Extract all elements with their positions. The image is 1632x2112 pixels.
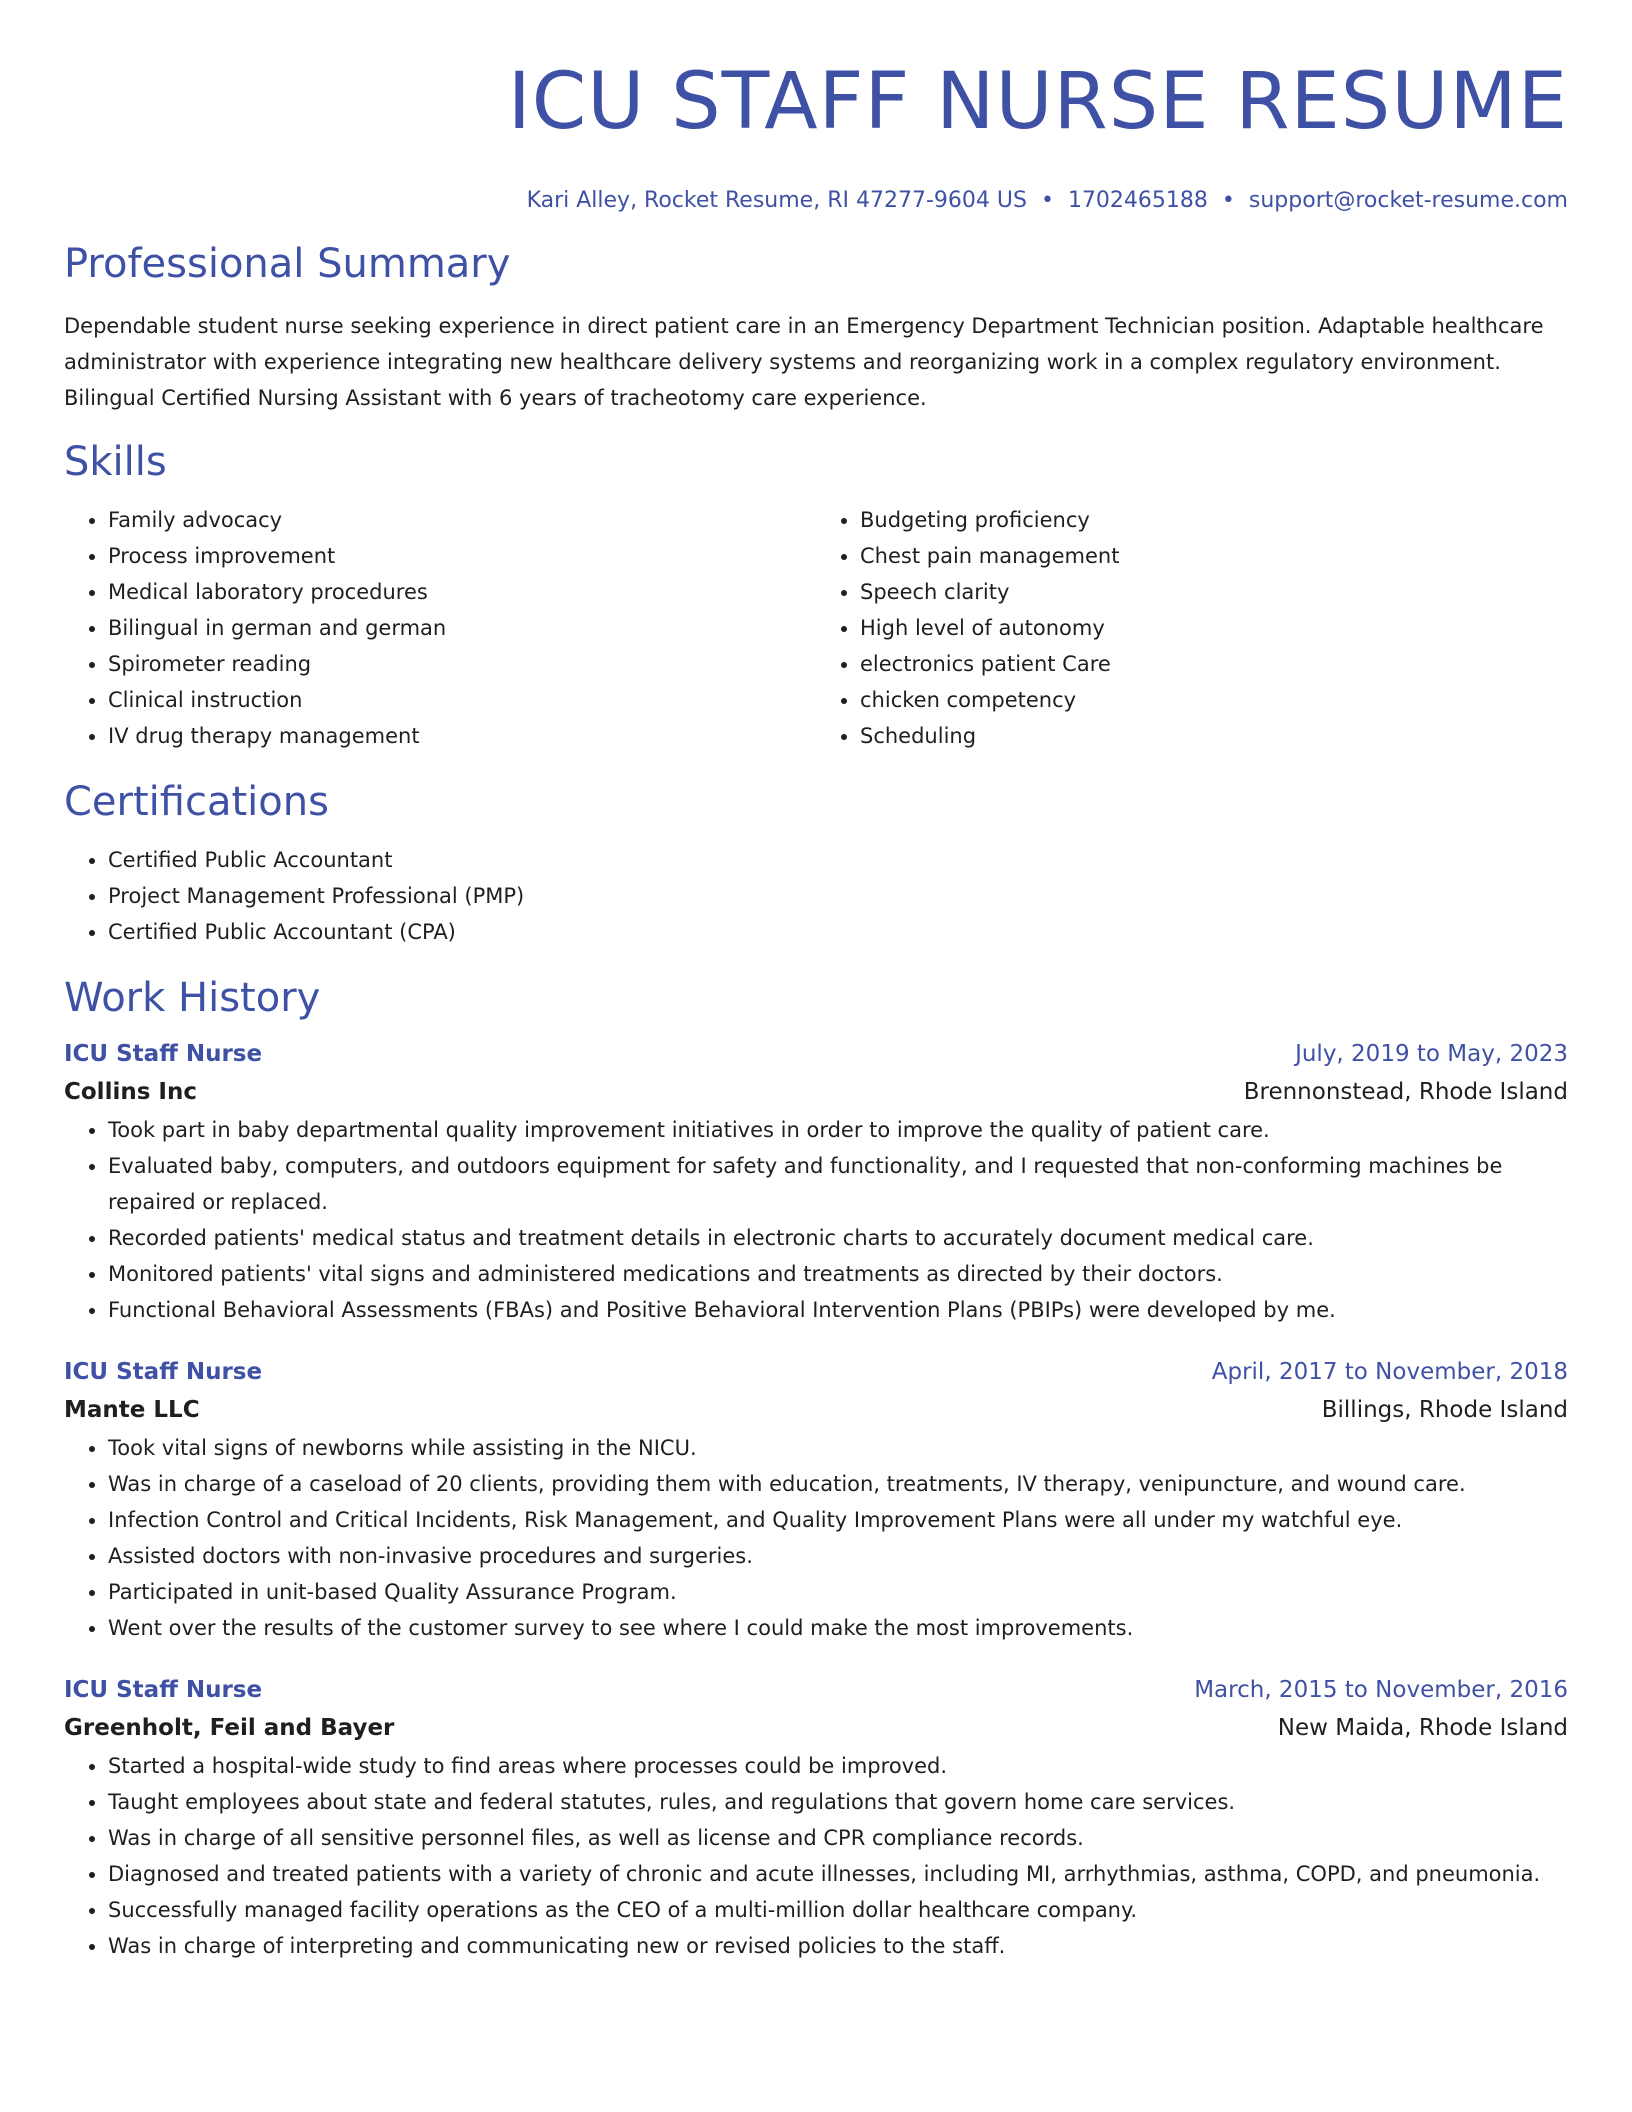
skill-item: • Bilingual in german and german	[108, 610, 816, 646]
job-bullets	[64, 1748, 1568, 1964]
contact-line	[64, 186, 1568, 216]
job-location: New Maida, Rhode Island	[1277, 1715, 1568, 1741]
skills-heading: Skills	[64, 439, 167, 485]
job-bullet: • Took vital signs of newborns while assisting in the NICU.	[108, 1430, 1568, 1466]
certifications-heading: Certifications	[64, 779, 329, 825]
job-bullet: • Participated in unit-based Quality Assurance Program.	[108, 1574, 1568, 1610]
contact-address: Kari Alley, Rocket Resume, RI 47277-9604 US	[526, 188, 1027, 213]
skill-item: • Medical laboratory procedures	[108, 574, 816, 610]
job-bullet: • Diagnosed and treated patients with a variety of chronic and acute illnesses, including MI, arrhythmias, asthma, COPD, and pneumonia.	[108, 1856, 1568, 1892]
certification-item: • Certified Public Accountant	[108, 842, 1568, 878]
skill-item: • chicken competency	[860, 682, 1568, 718]
job-bullet: • Recorded patients' medical status and treatment details in electronic charts to accurately document medical care.	[108, 1220, 1568, 1256]
job-location: Brennonstead, Rhode Island	[1243, 1079, 1568, 1105]
job-entry	[64, 1036, 1568, 1328]
summary-heading: Professional Summary	[64, 241, 511, 287]
skill-item: • Family advocacy	[108, 502, 816, 538]
skill-item: • High level of autonomy	[860, 610, 1568, 646]
job-bullet: • Went over the results of the customer survey to see where I could make the most improvements.	[108, 1610, 1568, 1646]
summary-section	[64, 238, 1568, 416]
job-location: Billings, Rhode Island	[1321, 1397, 1568, 1423]
job-header	[64, 1036, 1568, 1072]
job-bullet: • Monitored patients' vital signs and administered medications and treatments as directed by their doctors.	[108, 1256, 1568, 1292]
job-company: Greenholt, Feil and Bayer	[64, 1715, 395, 1741]
job-bullet: • Was in charge of interpreting and communicating new or revised policies to the staff.	[108, 1928, 1568, 1964]
skill-item: • Budgeting proficiency	[860, 502, 1568, 538]
work-history-section	[64, 972, 1568, 1964]
job-subheader	[64, 1072, 1568, 1112]
skill-item: • Spirometer reading	[108, 646, 816, 682]
job-bullet: • Functional Behavioral Assessments (FBAs) and Positive Behavioral Intervention Plans (PBIPs) were developed by me.	[108, 1292, 1568, 1328]
contact-separator: •	[1040, 188, 1054, 213]
resume-page	[64, 0, 1568, 1964]
skill-item: • Chest pain management	[860, 538, 1568, 574]
certification-item: • Certified Public Accountant (CPA)	[108, 914, 1568, 950]
work-history-heading: Work History	[64, 975, 321, 1021]
job-bullet: • Started a hospital-wide study to find areas where processes could be improved.	[108, 1748, 1568, 1784]
skills-section	[64, 436, 1568, 754]
contact-email: support@rocket-resume.com	[1248, 188, 1568, 213]
job-title: ICU Staff Nurse	[64, 1041, 263, 1067]
certifications-section	[64, 776, 1568, 950]
job-company: Mante LLC	[64, 1397, 200, 1423]
job-company: Collins Inc	[64, 1079, 197, 1105]
job-bullet: • Assisted doctors with non-invasive procedures and surgeries.	[108, 1538, 1568, 1574]
certification-item: • Project Management Professional (PMP)	[108, 878, 1568, 914]
job-title: ICU Staff Nurse	[64, 1359, 263, 1385]
job-bullet: • Was in charge of all sensitive personnel files, as well as license and CPR compliance records.	[108, 1820, 1568, 1856]
skill-item: • Clinical instruction	[108, 682, 816, 718]
summary-text: Dependable student nurse seeking experience in direct patient care in an Emergency Department Technician position. Adaptable healthcare administrator with experience integrating new healthcare delivery systems and reorganizing work in a complex regulatory environment. Bilingual Certified Nursing Assistant with 6 years of tracheotomy care experience.	[64, 314, 1544, 410]
certifications-list	[64, 842, 1568, 950]
job-dates: April, 2017 to November, 2018	[1211, 1359, 1568, 1385]
skill-item: • IV drug therapy management	[108, 718, 816, 754]
job-entry	[64, 1354, 1568, 1646]
job-bullet: • Infection Control and Critical Incidents, Risk Management, and Quality Improvement Plans were all under my watchful eye.	[108, 1502, 1568, 1538]
job-bullet: • Successfully managed facility operations as the CEO of a multi-million dollar healthcare company.	[108, 1892, 1568, 1928]
skills-list-right	[816, 502, 1568, 754]
job-bullet: • Was in charge of a caseload of 20 clients, providing them with education, treatments, IV therapy, venipuncture, and wound care.	[108, 1466, 1568, 1502]
job-bullet: • Taught employees about state and federal statutes, rules, and regulations that govern home care services.	[108, 1784, 1568, 1820]
job-header	[64, 1354, 1568, 1390]
skill-item: • Scheduling	[860, 718, 1568, 754]
job-dates: March, 2015 to November, 2016	[1194, 1677, 1568, 1703]
contact-phone: 1702465188	[1067, 188, 1208, 213]
job-bullet: • Took part in baby departmental quality improvement initiatives in order to improve the quality of patient care.	[108, 1112, 1568, 1148]
job-title: ICU Staff Nurse	[64, 1677, 263, 1703]
contact-separator: •	[1221, 188, 1235, 213]
job-bullets	[64, 1430, 1568, 1646]
resume-title: ICU STAFF NURSE RESUME	[507, 57, 1568, 147]
job-entry	[64, 1672, 1568, 1964]
job-subheader	[64, 1390, 1568, 1430]
job-bullets	[64, 1112, 1568, 1328]
job-bullet: • Evaluated baby, computers, and outdoors equipment for safety and functionality, and I requested that non-conforming machines be repaired or replaced.	[108, 1148, 1568, 1220]
job-dates: July, 2019 to May, 2023	[1295, 1041, 1568, 1067]
skill-item: • Speech clarity	[860, 574, 1568, 610]
skills-list-left	[64, 502, 816, 754]
job-header	[64, 1672, 1568, 1708]
skills-grid	[64, 502, 1568, 754]
job-subheader	[64, 1708, 1568, 1748]
skill-item: • electronics patient Care	[860, 646, 1568, 682]
skill-item: • Process improvement	[108, 538, 816, 574]
